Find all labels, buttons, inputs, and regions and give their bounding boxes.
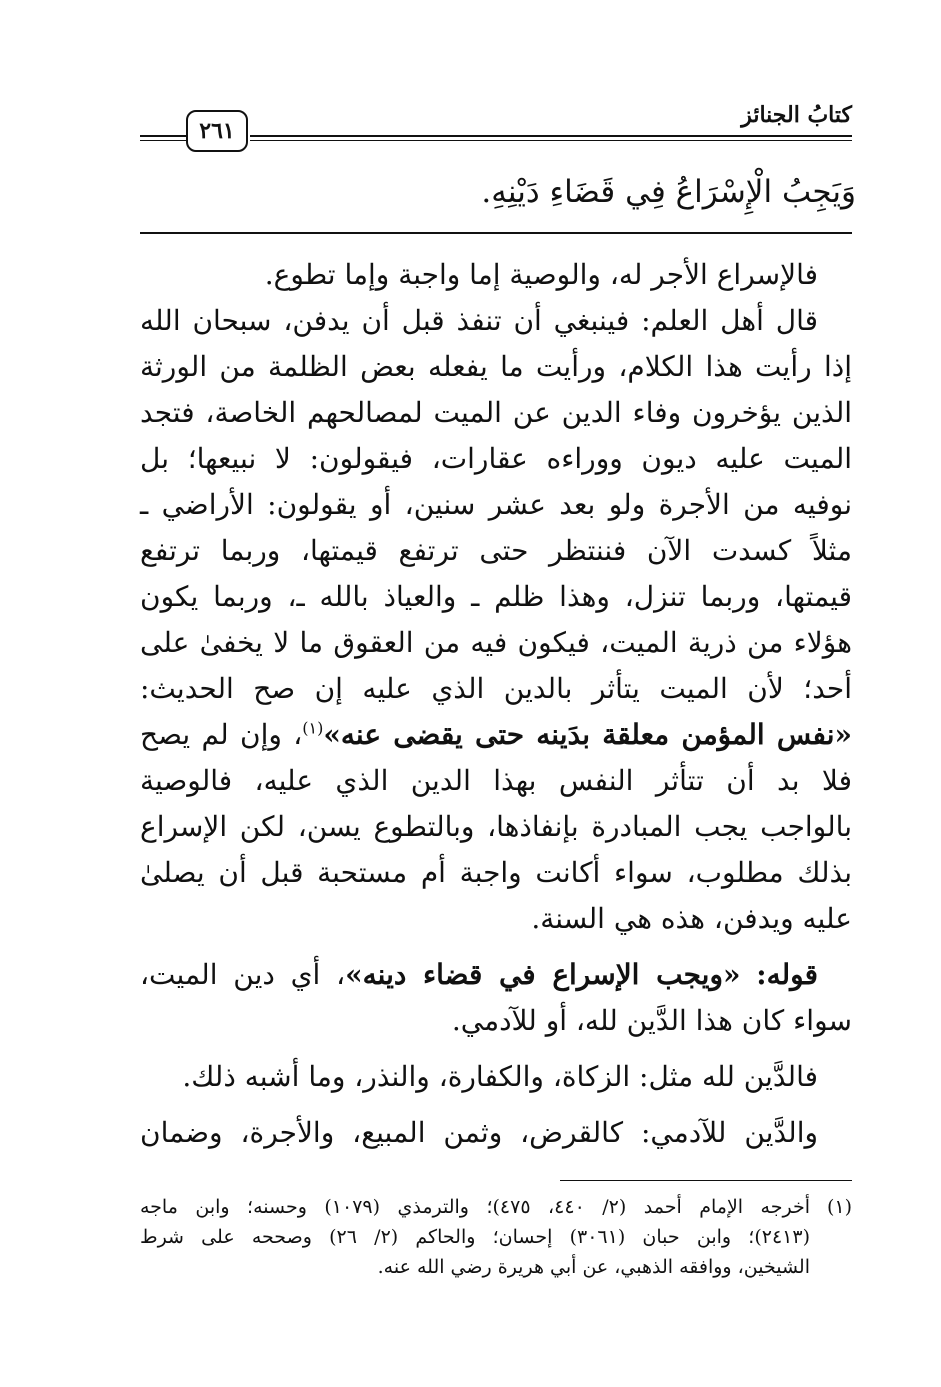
footnote-reference[interactable]: (١)	[302, 718, 324, 738]
text-line: فلا بد أن تتأثر النفس بهذا الدين الذي عليه، فالوصية	[140, 764, 852, 797]
text-line	[140, 712, 852, 758]
header-rule	[140, 135, 188, 137]
qawluhu-rest: ، أي دين الميت،	[140, 958, 346, 991]
paragraph	[140, 1110, 852, 1156]
text-line: مثلاً كسدت الآن فننتظر حتى ترتفع قيمتها، وربما ترتفع	[140, 534, 852, 567]
text-line: الذين يؤخرون وفاء الدين عن الميت لمصالحهم الخاصة، فتجد	[140, 396, 852, 429]
text-line: سواء كان هذا الدَّين لله، أو للآدمي.	[451, 1004, 852, 1037]
text-line: قال أهل العلم: فينبغي أن تنفذ قبل أن يدفن، سبحان الله	[140, 304, 818, 337]
text-line: عليه ويدفن، هذه هي السنة.	[531, 902, 852, 935]
text-line: فالدَّين لله مثل: الزكاة، والكفارة، والنذر، وما أشبه ذلك.	[182, 1060, 818, 1093]
footnote-text: أخرجه الإمام أحمد (٢/ ٤٤٠، ٤٧٥)؛ والترمذي (١٠٧٩) وحسنه؛ وابن ماجه	[140, 1196, 810, 1218]
paragraph	[140, 952, 852, 1044]
footnote-line: الشيخين، ووافقه الذهبي، عن أبي هريرة رضي الله عنه.	[377, 1256, 810, 1278]
text-line: والدَّين للآدمي: كالقرض، وثمن المبيع، والأجرة، وضمان	[140, 1116, 818, 1149]
text-line: إذا رأيت هذا الكلام، ورأيت ما يفعله بعض الظلمة من الورثة	[140, 350, 852, 383]
text-line	[140, 952, 852, 998]
paragraph	[140, 298, 852, 942]
footnote-line	[140, 1192, 852, 1222]
text-line: الميت عليه ديون ووراءه عقارات، فيقولون: لا نبيعها؛ بل	[140, 442, 852, 475]
text-line: بذلك مطلوب، سواء أكانت واجبة أم مستحبة قبل أن يصلىٰ	[140, 856, 852, 889]
text-line: هؤلاء من ذرية الميت، فيكون فيه من العقوق ما لا يخفىٰ على	[140, 626, 852, 659]
page-number: ٢٦١	[186, 110, 248, 152]
header-rule	[250, 140, 852, 141]
text-line: فالإسراع الأجر له، والوصية إما واجبة وإما تطوع.	[264, 258, 818, 291]
header-rule	[250, 135, 852, 137]
matn-divider	[140, 232, 852, 234]
matn-quote: «ويجب الإسراع في قضاء دينه»	[345, 958, 741, 991]
qawluhu-label: قوله:	[756, 958, 818, 991]
running-header	[140, 100, 852, 156]
paragraph	[140, 1054, 852, 1100]
text-line: نوفيه من الأجرة ولو بعد عشر سنين، أو يقولون: الأراضي ـ	[140, 488, 852, 521]
footnote-line: (٢٤١٣)؛ وابن حبان (٣٠٦١) إحسان؛ والحاكم (٢/ ٢٦) وصححه على شرط	[140, 1226, 810, 1248]
paragraph	[140, 252, 852, 298]
text-line: قيمتها، وربما تنزل، وهذا ظلم ـ والعياذ بالله ـ، وربما يكون	[140, 580, 852, 613]
hadith-tail: ، وإن لم يصح	[140, 718, 303, 751]
book-title: كتابُ الجنائز	[741, 102, 852, 128]
matn-text: وَيَجِبُ الْإِسْرَاعُ فِي قَضَاءِ دَيْنِهِ.	[481, 174, 856, 210]
text-line: بالواجب يجب المبادرة بإنفاذها، وبالتطوع يسن، لكن الإسراع	[140, 810, 852, 843]
header-rule	[140, 140, 188, 141]
text-line: أحد؛ لأن الميت يتأثر بالدين الذي عليه إن صح الحديث:	[140, 672, 852, 705]
footnote-number: (١)	[826, 1196, 852, 1218]
commentary-body	[140, 252, 852, 1156]
footnotes	[140, 1192, 852, 1282]
hadith-quote: «نفس المؤمن معلقة بدَينه حتى يقضى عنه»	[323, 718, 852, 751]
footnote-divider	[560, 1180, 852, 1181]
